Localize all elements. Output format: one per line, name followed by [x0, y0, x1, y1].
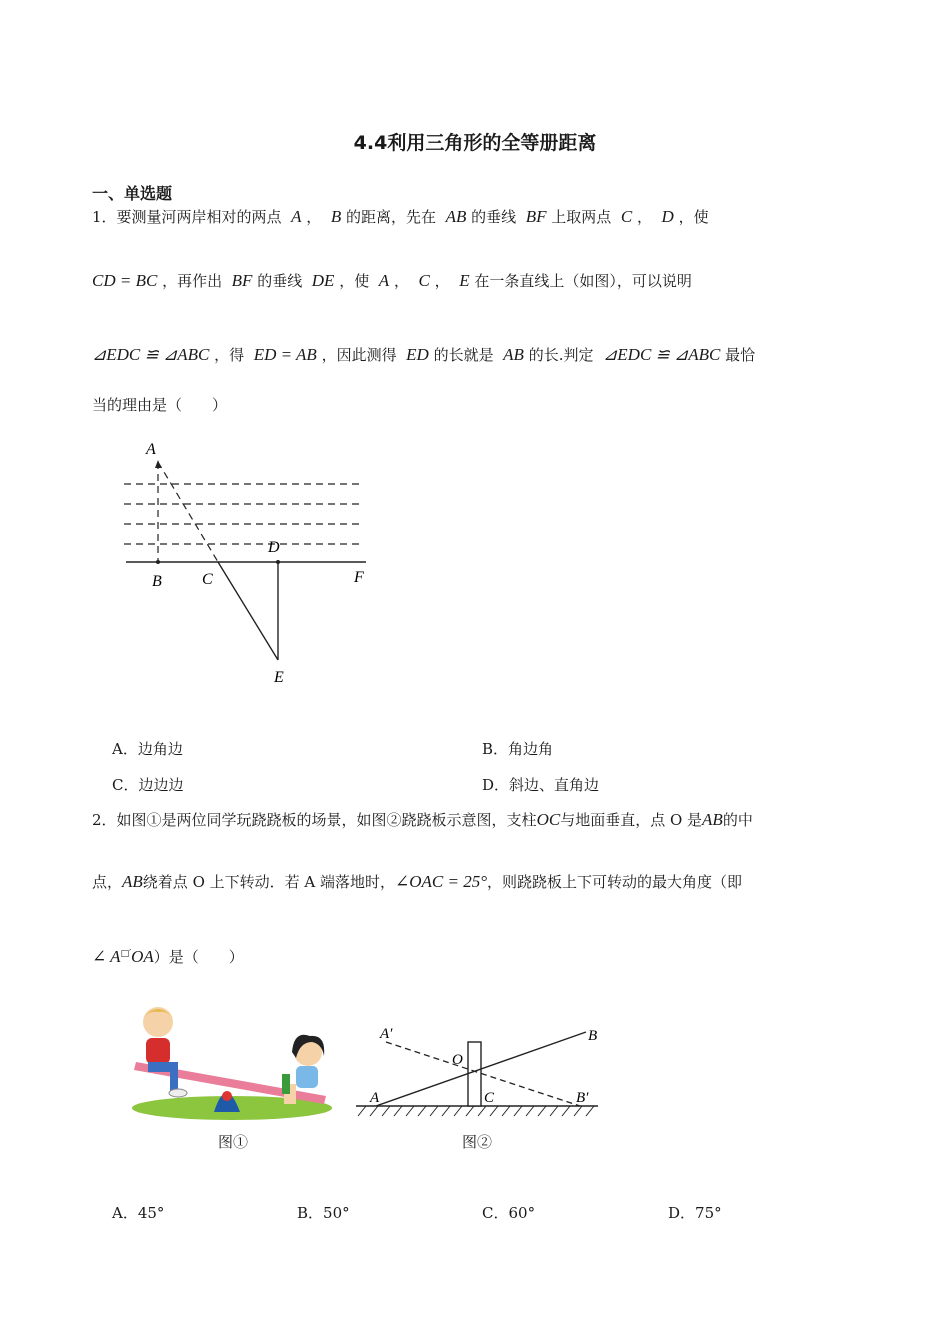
label-B: B: [152, 573, 162, 590]
q1-line-4: 当的理由是（ ）: [92, 396, 228, 414]
q2-number: 2．: [92, 811, 117, 829]
q2-line-3: ∠ A□′OA）是（ ）: [92, 947, 244, 966]
q1-line-3: ⊿EDC ≌ ⊿ABC ，得 ED = AB ，因此测得 ED 的长就是 AB 的长.判定 ⊿EDC ≌ ⊿ABC 最恰: [92, 345, 756, 364]
label-A: A: [370, 1090, 380, 1106]
line-AC-dashed: [158, 462, 218, 562]
point-B: [156, 560, 160, 564]
q2-line-2: 点，AB绕着点 O 上下转动．若 A 端落地时，∠OAC = 25°，则跷跷板上下可转动的最大角度（即: [92, 872, 743, 891]
boy-shirt: [146, 1038, 170, 1064]
q1-option-a[interactable]: A．边角边: [112, 740, 183, 758]
ground-hatching: [358, 1106, 594, 1116]
q2-line-1: 2．如图①是两位同学玩跷跷板的场景，如图②跷跷板示意图，支柱OC与地面垂直，点 O 是AB的中: [92, 810, 753, 829]
q1-line-2: CD = BC ，再作出 BF 的垂线 DE ，使 A ， C ， E 在一条直线上（如图），可以说明: [92, 271, 692, 290]
label-B-prime: B′: [576, 1090, 589, 1106]
label-C: C: [484, 1090, 495, 1106]
figure-1-caption: 图①: [218, 1133, 249, 1151]
seesaw-diagram: [350, 1018, 610, 1126]
girl-dress: [296, 1066, 318, 1088]
q1-figure: [110, 436, 390, 691]
point-D: [276, 560, 280, 564]
line-CE: [218, 562, 278, 660]
q2-option-b[interactable]: B．50°: [297, 1204, 350, 1222]
q2-option-d[interactable]: D．75°: [668, 1204, 722, 1222]
label-A-prime: A′: [380, 1026, 393, 1042]
seesaw-illustration: [126, 1000, 338, 1125]
q1-option-c[interactable]: C．边边边: [112, 776, 184, 794]
seesaw-handle: [282, 1074, 290, 1094]
q1-line-1: 1．要测量河两岸相对的两点 A ， B 的距离，先在 AB 的垂线 BF 上取两点 C ， D ，使: [92, 207, 709, 226]
figure-2-caption: 图②: [462, 1133, 493, 1151]
label-O: O: [452, 1052, 463, 1068]
support-post-OC: [468, 1042, 481, 1106]
board-A1B1-dashed: [386, 1042, 580, 1106]
label-F: F: [354, 569, 364, 586]
q1-option-d[interactable]: D．斜边、直角边: [482, 776, 600, 794]
label-D: D: [268, 539, 280, 556]
label-B: B: [588, 1028, 598, 1044]
label-A: A: [146, 441, 156, 458]
q1-number: 1．: [92, 208, 117, 226]
section-heading: 一、单选题: [92, 184, 173, 203]
q1-option-b[interactable]: B．角边角: [482, 740, 554, 758]
page-title: 4.4利用三角形的全等册距离: [353, 132, 597, 154]
label-E: E: [274, 669, 284, 686]
stand-pivot: [222, 1091, 232, 1101]
label-C: C: [202, 571, 213, 588]
boy-shoe: [169, 1089, 187, 1097]
q2-option-c[interactable]: C．60°: [482, 1204, 536, 1222]
q2-option-a[interactable]: A．45°: [112, 1204, 165, 1222]
point-A-arrow: [155, 460, 161, 468]
river-lines: [124, 462, 360, 562]
